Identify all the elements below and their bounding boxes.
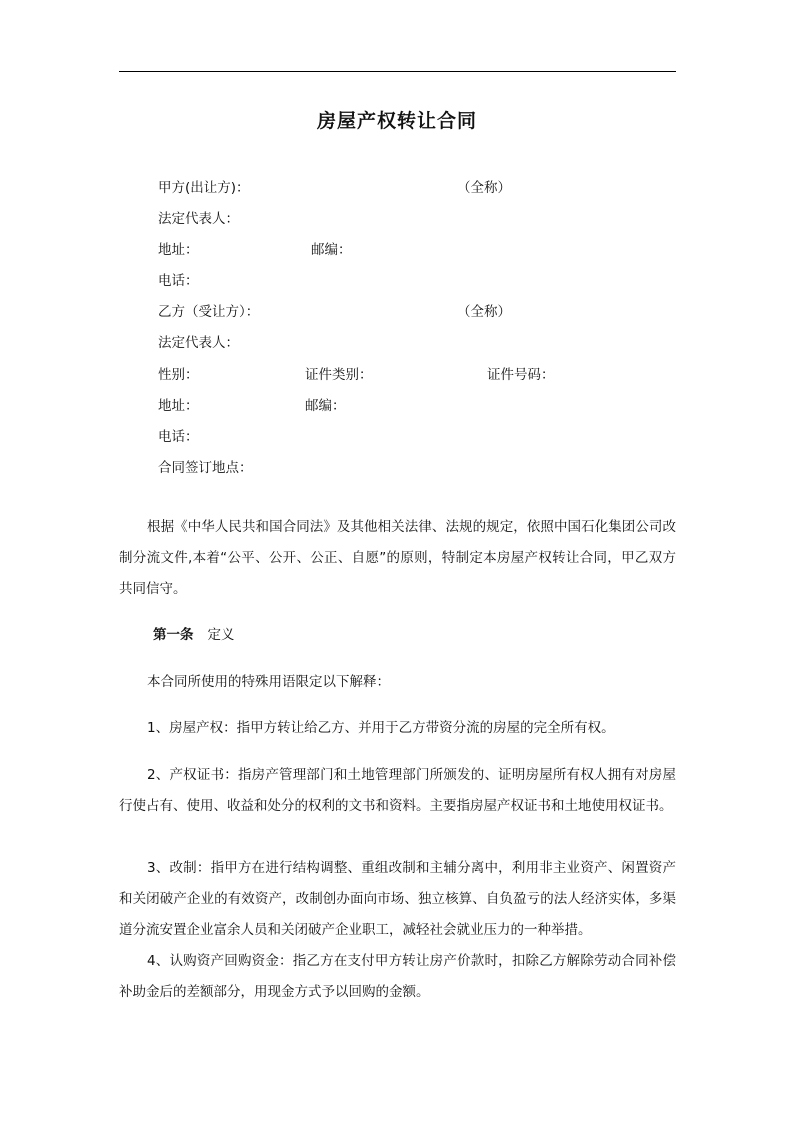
article-number: 第一条 <box>153 627 194 643</box>
party-a-address: 地址： <box>158 242 199 258</box>
party-b-postcode: 邮编： <box>305 398 346 414</box>
article-name: 定义 <box>207 627 235 643</box>
party-a-label: 甲方(出让方)： <box>158 180 250 196</box>
definition-item-4: 4、认购资产回购资金：指乙方在支付甲方转让房产价款时，扣除乙方解除劳动合同补偿补助金后的差额部分，用现金方式予以回购的金额。 <box>119 953 676 1000</box>
definition-item-3: 3、改制：指甲方在进行结构调整、重组改制和主辅分离中，利用非主业资产、闲置资产和关闭破产企业的有效资产，改制创办面向市场、独立核算、自负盈亏的法人经济实体，多渠道分流安置企业富余人员和关闭破产企业职工，减轻社会就业压力的一种举措。 <box>119 860 676 938</box>
definition-item-1: 1、房屋产权：指甲方转让给乙方、并用于乙方带资分流的房屋的完全所有权。 <box>147 720 615 736</box>
party-b-phone: 电话： <box>158 429 199 445</box>
header-rule <box>119 71 676 72</box>
party-b-address: 地址： <box>158 398 199 414</box>
party-b-representative: 法定代表人： <box>158 335 239 351</box>
party-b-label: 乙方（受让方）： <box>158 304 260 320</box>
definition-item-2: 2、产权证书：指房产管理部门和土地管理部门所颁发的、证明房屋所有权人拥有对房屋行使占有、使用、收益和处分的权利的文书和资料。主要指房屋产权证书和土地使用权证书。 <box>119 767 676 814</box>
party-b-gender: 性别： <box>158 367 199 383</box>
sign-place: 合同签订地点： <box>158 460 253 476</box>
party-a-postcode: 邮编： <box>311 242 352 258</box>
article-heading <box>153 625 235 645</box>
party-a-phone: 电话： <box>158 273 199 289</box>
document-title: 房屋产权转让合同 <box>316 110 477 132</box>
party-b-id-number: 证件号码： <box>487 367 555 383</box>
preamble-paragraph: 根据《中华人民共和国合同法》及其他相关法律、法规的规定，依照中国石化集团公司改制分流文件,本着“公平、公开、公正、自愿”的原则，特制定本房屋产权转让合同，甲乙双方共同信守。 <box>119 519 676 597</box>
party-b-id-type: 证件类别： <box>305 367 373 383</box>
party-a-fullname-note: （全称） <box>457 180 511 196</box>
party-a-representative: 法定代表人： <box>158 211 239 227</box>
article-intro: 本合同所使用的特殊用语限定以下解释： <box>147 674 390 690</box>
party-b-fullname-note: （全称） <box>457 304 511 320</box>
